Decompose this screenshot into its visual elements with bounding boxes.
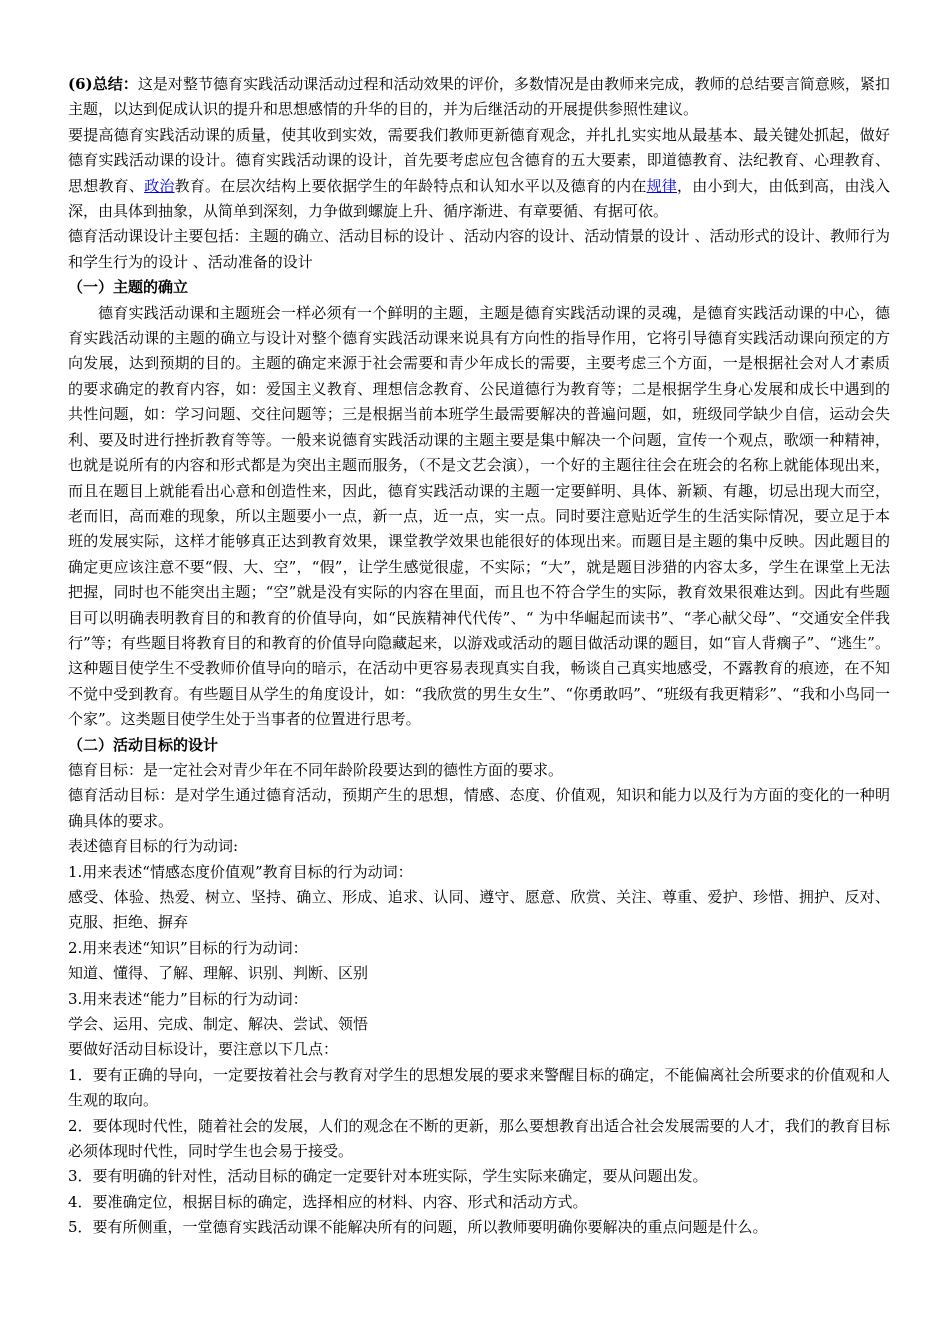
summary-text: 这是对整节德育实践活动课活动过程和活动效果的评价，多数情况是由教师来完成，教师的总结要言简意赅，紧扣主题，以达到促成认识的提升和思想感情的升华的目的，并为后继活动的开展提供参照性建议。	[68, 75, 890, 119]
intro-text-3: ，由小到大，由低到高，由浅入深，由具体到抽象，从简单到深刻，力争做到螺旋上升、循序渐进、有章要循、有据可依。	[68, 176, 890, 221]
activity-goal-definition: 德育活动目标：是对学生通过德育活动，预期产生的思想，情感、态度、价值观，知识和能力以及行为方面的变化的一种明确具体的要求。	[68, 786, 890, 830]
verb-group-title: 2.用来表述“知识”目标的行为动词：	[68, 938, 308, 957]
intro-text-1: 要提高德育实践活动课的质量，使其收到实效，需要我们教师更新德育观念，并扎扎实实地从最基本、最关键处抓起，做好德育实践活动课的设计。德育实践活动课的设计，首先要考虑应包含德育的五大要素，即道德教育、法纪教育、心理教育、思想教育、	[68, 125, 890, 195]
verb-group-words: 知道、懂得、了解、理解、识别、判断、区别	[68, 964, 369, 983]
list-item: 3．要有明确的针对性，活动目标的确定一定要针对本班实际，学生实际来确定，要从问题出发。	[68, 1167, 708, 1186]
verb-group-title: 1.用来表述“情感态度价值观”教育目标的行为动词：	[68, 862, 413, 881]
intro-text-2: 教育。在层次结构上要依据学生的年龄特点和认知水平以及德育的内在	[174, 176, 647, 195]
moral-goal-definition: 德育目标：是一定社会对青少年在不同年龄阶段要达到的德性方面的要求。	[68, 760, 564, 779]
points-intro: 要做好活动目标设计，要注意以下几点：	[68, 1040, 339, 1059]
politics-link[interactable]: 政治	[144, 176, 175, 195]
design-list-paragraph: 德育活动课设计主要包括：主题的确立、活动目标的设计 、活动内容的设计、活动情景的设计 、活动形式的设计、教师行为和学生行为的设计 、活动准备的设计	[68, 227, 890, 271]
intro-paragraph	[68, 123, 890, 225]
summary-paragraph	[68, 72, 890, 123]
section-1-heading: （一）主题的确立	[68, 278, 189, 297]
verbs-intro: 表述德育目标的行为动词:	[68, 837, 239, 856]
section-2-heading: （二）活动目标的设计	[68, 735, 219, 754]
document-page	[68, 72, 890, 1241]
list-item: 5．要有所侧重，一堂德育实践活动课不能解决所有的问题，所以教师要明确你要解决的重点问题是什么。	[68, 1218, 768, 1237]
verb-group-words: 学会、运用、完成、制定、解决、尝试、领悟	[68, 1015, 369, 1034]
list-item: 1．要有正确的导向，一定要按着社会与教育对学生的思想发展的要求来警醒目标的确定，不能偏离社会所要求的价值观和人生观的取向。	[68, 1065, 890, 1110]
law-link[interactable]: 规律	[646, 176, 678, 195]
list-item: 4．要准确定位，根据目标的确定，选择相应的材料、内容、形式和活动方式。	[68, 1192, 588, 1211]
section-1-body: 德育实践活动课和主题班会一样必须有一个鲜明的主题，主题是德育实践活动课的灵魂，是德育实践活动课的中心，德育实践活动课的主题的确立与设计对整个德育实践活动课来说具有方向性的指导作用，它将引导德育实践活动课向预定的方向发展，达到预期的目的。主题的确定来源于社会需要和青少年成长的需要，主要考虑三个方面，一是根据社会对人才素质的要求确定的教育内容，如：爱国主义教育、理想信念教育、公民道德行为教育等；二是根据学生身心发展和成长中遇到的共性问题，如：学习问题、交往问题等；三是根据当前本班学生最需要解决的普遍问题，如，班级同学缺少自信，运动会失利、要及时进行挫折教育等等。一般来说德育实践活动课的主题主要是集中解决一个问题，宣传一个观点，歌颂一种精神，也就是说所有的内容和形式都是为突出主题而服务，（不是文艺会演），一个好的主题往往会在班会的名称上就能体现出来，而且在题目上就能看出心意和创造性来，因此，德育实践活动课的主题一定要鲜明、具体、新颖、有趣，切忌出现大而空，老而旧，高而难的现象，所以主题要小一点，新一点，近一点，实一点。同时要注意贴近学生的生活实际情况，要立足于本班的发展实际，这样才能够真正达到教育效果，课堂教学效果也能很好的体现出来。而题目是主题的集中反映。因此题目的确定更应该注意不要“假、大、空”，“假”，让学生感觉很虚，不实际；“大”，就是题目涉猎的内容太多，学生在课堂上无法把握，同时也不能突出主题；“空”就是没有实际的内容在里面，而且也不符合学生的实际，教育效果很难达到。因此有些题目可以明确表明教育目的和教育的价值导向，如“民族精神代代传”、“ 为中华崛起而读书”、“孝心献父母”、“交通安全伴我行”等；有些题目将教育目的和教育的价值导向隐藏起来，以游戏或活动的题目做活动课的题目，如“盲人背瘸子”、“逃生”。这种题目使学生不受教师价值导向的暗示，在活动中更容易表现真实自我，畅谈自己真实地感受，不露教育的痕迹，在不知不觉中受到教育。有些题目从学生的角度设计，如：“我欣赏的男生女生”、“你勇敢吗”、“班级有我更精彩”、“我和小鸟同一个家”。这类题目使学生处于当事者的位置进行思考。	[68, 303, 890, 729]
verb-group-title: 3.用来表述“能力”目标的行为动词：	[68, 989, 308, 1008]
verb-group-words: 感受、体验、热爱、树立、坚持、确立、形成、追求、认同、遵守、愿意、欣赏、关注、尊重、爱护、珍惜、拥护、反对、克服、拒绝、摒弃	[68, 888, 890, 932]
list-item: 2．要体现时代性，随着社会的发展，人们的观念在不断的更新，那么要想教育出适合社会发展需要的人才，我们的教育目标必须体现时代性，同时学生也会易于接受。	[68, 1116, 890, 1161]
summary-label: (6)总结：	[68, 75, 138, 93]
